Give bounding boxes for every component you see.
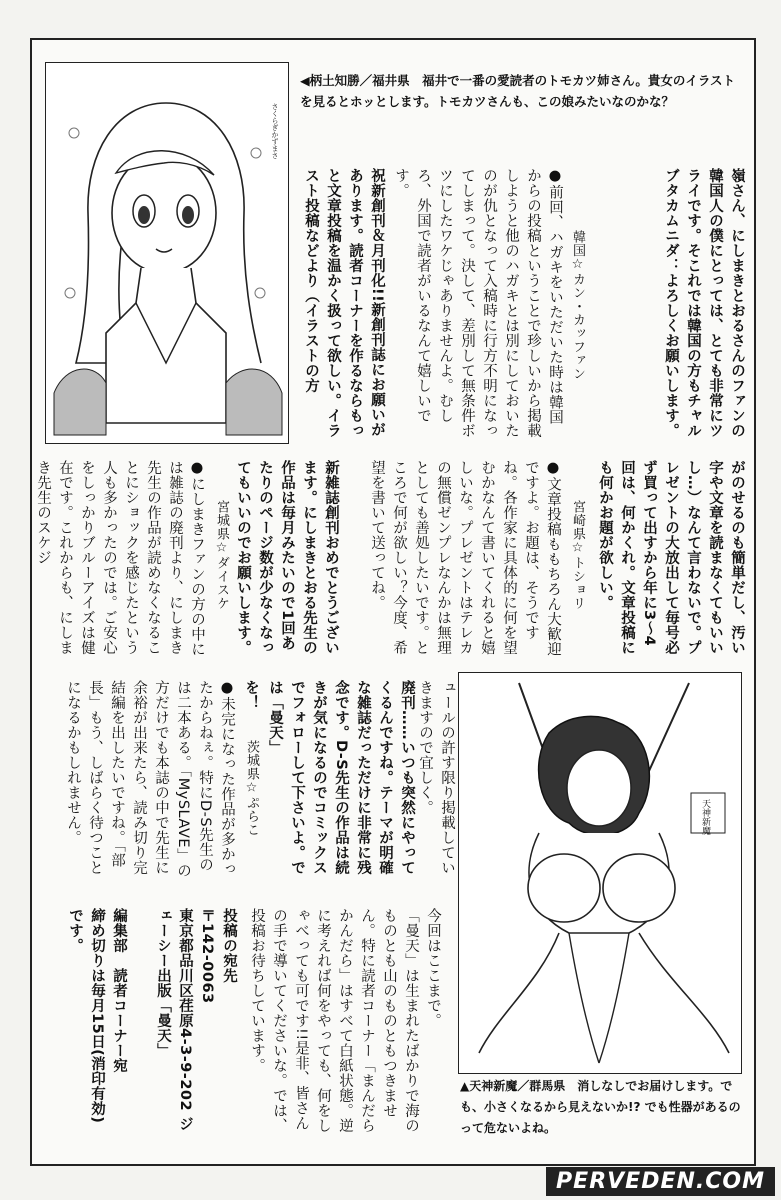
signature-ibaraki: 茨城県☆ぷらこ	[244, 740, 259, 837]
signature-korea: 韓国☆カン・カッファン	[570, 230, 585, 381]
letter-ibaraki-end: を！	[243, 680, 259, 710]
letter-continued: がのせるのも簡単だし、汚い字や文章を読まなくてもいいし…）なんて言わないで。プレゼントの大放出して毎号必ず買って出すから年に3～4回は、何かくれ。文章投稿にも何かお題が欲しい。	[597, 460, 745, 655]
caption-top-illustration: ◀柄土知勝／福井県 福井で一番の愛読者のトモカツ姉さん。貴女のイラストを見るとホッとします。トモカツさんも、この娘みたいなのかな？	[300, 73, 735, 109]
closing-intro: 今回はここまで。	[425, 908, 441, 1028]
reply-ibaraki: ●未完になった作品が多かったからねぇ。特にD-S先生のは二本ある。「MySLAVE」の方だけでも本誌の中で先生に余裕が出来たら、読み切り完結編を出したいですね。「部長」もう、しばらく待つことになるかもしれません。	[65, 680, 235, 879]
address-heading: 投稿の宛先	[221, 908, 237, 983]
address-street: 東京都品川区荏原4-3-9-202 ジェーシー出版「曼天」	[155, 908, 193, 1132]
reply-korea: ●前回、ハガキをいただいた時は韓国からの投稿ということで珍しいから掲載しようと他のハガキとは別にしておいたのが仇となって入稿時に行方不明になってしまって。決して、差別して無条件ボツにしたワケじゃありませんよ。むしろ、外国で読者がいるなんて嬉しいです。	[393, 168, 563, 438]
caption-bottom-illustration: ▲天神新魔／群馬県 消しなしでお届けします。でも、小さくなるから見えないか!? でも性器があるのって危ないよね。	[460, 1079, 741, 1135]
site-watermark: PERVEDEN.COM	[546, 1167, 775, 1196]
reply-continued: ュールの許す限り掲載していきますので宜しく。	[417, 680, 455, 875]
letter-new-magazine: 祝新創刊＆月刊化!!新創刊誌にお願いがあります。読者コーナーを作るならもっと文章投稿を温かく扱って欲しい。イラスト投稿などより（イラストの方	[303, 168, 385, 438]
letter-miyagi: 新雑誌創刊おめでとうございます。にしまきとおる先生の作品は毎月みたいので1回あたりのページ数が少なくなってもいいのでお願いします。	[235, 460, 339, 655]
woman-illustration	[459, 673, 741, 1073]
signature-miyagi: 宮城県☆ダイスケ	[214, 500, 229, 610]
address-zip: 〒142-0063	[199, 908, 215, 1004]
closing-message: 「曼天」は生まれたばかりで海のものとも山のものともつきません。特に読者コーナー「まんだらかんだら」はすべて白紙状態。逆に考えれば何をやっても、何をしゃべっても可です!!是非、皆さんの手で導いてくださいな。では、投稿お待ちしています。	[249, 908, 419, 1133]
illustration-stamp: 天神新魔	[700, 799, 710, 835]
letter-korea: 嶺さん、にしまきとおるさんのファンの韓国人の僕にとっては、とても非常にツライです。そこれでは韓国の方もチャルブタカムニダ：よろしくお願いします。	[663, 168, 745, 438]
reply-miyazaki: ●文章投稿ももちろん大歓迎ですよ。お題は、そうですね。各作家に具体的に何を望むかなんて書いてくれると嬉しいな。プレゼントはテレカの無償ゼンプレなんかは無理としても善処したいです。ところで何が欲しい？今度、希望を書いて送ってね。	[369, 460, 561, 657]
address-department: 編集部 読者コーナー宛	[111, 908, 127, 1073]
illustration-signature: さくらぎかずまさ	[271, 103, 279, 159]
letter-ibaraki: 廃刊……いつも突然にやってくるんですね。テーマが明確な雑誌だっただけに非常に残念です。D-S先生の作品は続きが気になるのでコミックスでフォローして下さいよ。では「曼天」	[267, 680, 415, 876]
reply-miyagi: ●にしまきファンの方の中には雑誌の廃刊より、にしまき先生の作品が読めなくなることにショックを感じたという人も多かったのでは。ご安心をしっかりブルーアイズは健在です。これからも、にしまき先生のスケジ	[35, 460, 205, 657]
signature-miyazaki: 宮崎県☆トショリ	[570, 500, 585, 610]
address-deadline: 締め切りは毎月15日(消印有効)です。	[67, 908, 105, 1124]
girl-illustration	[46, 63, 288, 443]
reader-illustration-bottom	[458, 672, 742, 1074]
reader-illustration-top	[45, 62, 289, 444]
